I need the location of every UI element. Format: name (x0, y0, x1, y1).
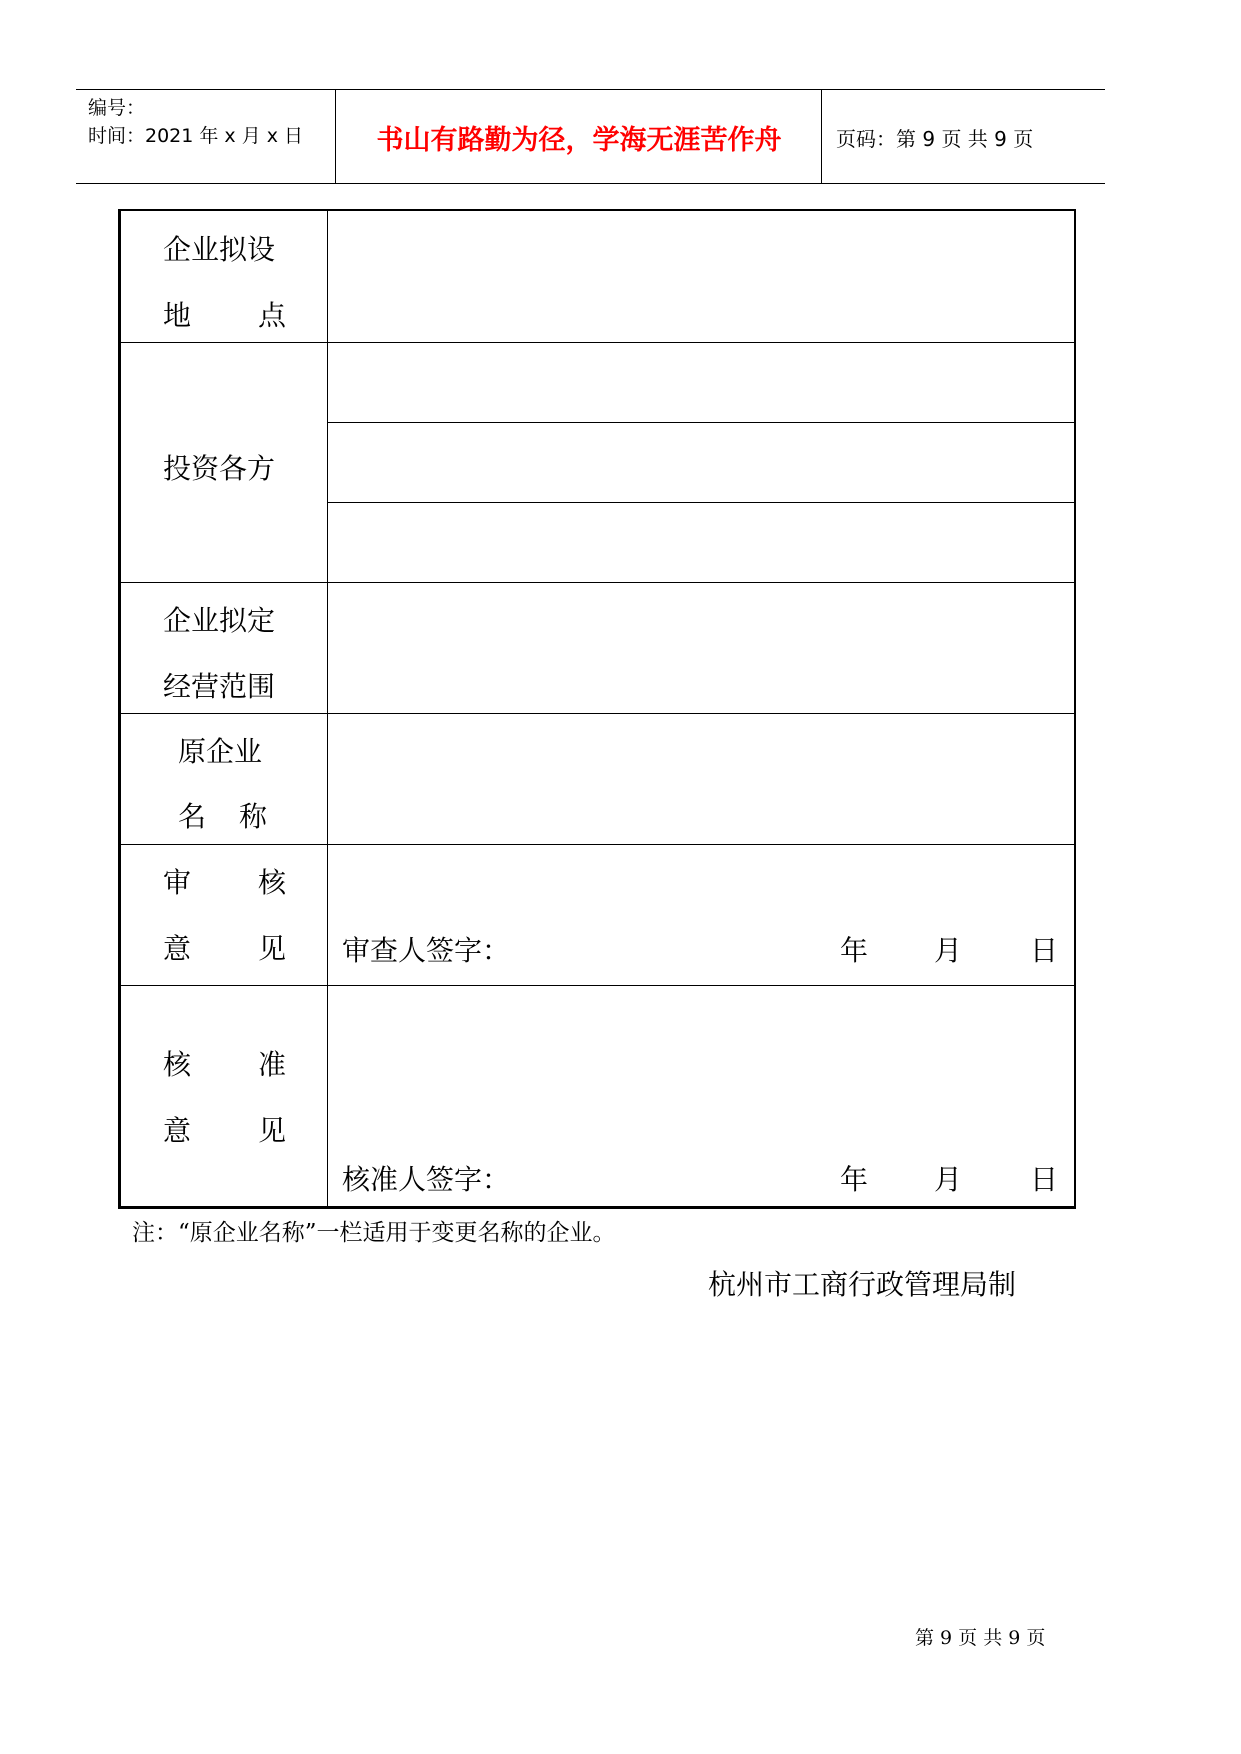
review-label-char4: 见 (258, 932, 287, 965)
former-name-field[interactable] (328, 714, 1074, 844)
form-note: 注：“原企业名称”一栏适用于变更名称的企业。 (132, 1220, 616, 1246)
review-day-label: 日 (1030, 934, 1059, 967)
row-divider (121, 844, 1074, 845)
scope-field[interactable] (328, 583, 1074, 713)
header-page-info: 页码：第 9 页 共 9 页 (836, 127, 1034, 151)
issuing-authority: 杭州市工商行政管理局制 (708, 1268, 1017, 1301)
investor-field-3[interactable] (328, 503, 1074, 582)
former-name-label-line1: 原企业 (178, 735, 263, 768)
review-month-label: 月 (934, 934, 963, 967)
approval-month-label: 月 (934, 1163, 963, 1196)
header-divider (821, 90, 822, 183)
approval-day-label: 日 (1030, 1163, 1059, 1196)
row-divider (121, 985, 1074, 986)
document-header (76, 89, 1105, 184)
location-label-char2: 点 (258, 299, 287, 332)
location-label-line1: 企业拟设 (163, 233, 276, 266)
review-label-char1: 审 (163, 866, 192, 899)
former-name-label-char2: 称 (239, 800, 268, 833)
serial-label: 编号： (88, 97, 146, 119)
review-label-char2: 核 (258, 866, 287, 899)
approval-label-char1: 核 (163, 1048, 192, 1081)
investor-field-1[interactable] (328, 343, 1074, 422)
approval-label-char4: 见 (258, 1114, 287, 1147)
approval-label-char2: 准 (258, 1048, 287, 1081)
investor-field-2[interactable] (328, 423, 1074, 502)
location-field[interactable] (328, 211, 1074, 342)
scope-label-line1: 企业拟定 (163, 604, 276, 637)
former-name-label-char1: 名 (178, 800, 207, 833)
review-label-char3: 意 (163, 932, 192, 965)
scope-label-line2: 经营范围 (163, 670, 276, 703)
page-footer: 第 9 页 共 9 页 (915, 1627, 1046, 1649)
review-year-label: 年 (840, 934, 869, 967)
time-label: 时间：2021 年 x 月 x 日 (88, 125, 304, 147)
reviewer-signature-label: 审查人签字： (342, 934, 511, 967)
investors-label: 投资各方 (163, 452, 276, 485)
location-label-char1: 地 (163, 299, 192, 332)
approver-signature-label: 核准人签字： (342, 1163, 511, 1196)
application-form-table (118, 209, 1076, 1209)
motto: 书山有路勤为径，学海无涯苦作舟 (376, 125, 782, 156)
header-meta (88, 94, 303, 150)
approval-year-label: 年 (840, 1163, 869, 1196)
approval-label-char3: 意 (163, 1114, 192, 1147)
header-divider (335, 90, 336, 183)
